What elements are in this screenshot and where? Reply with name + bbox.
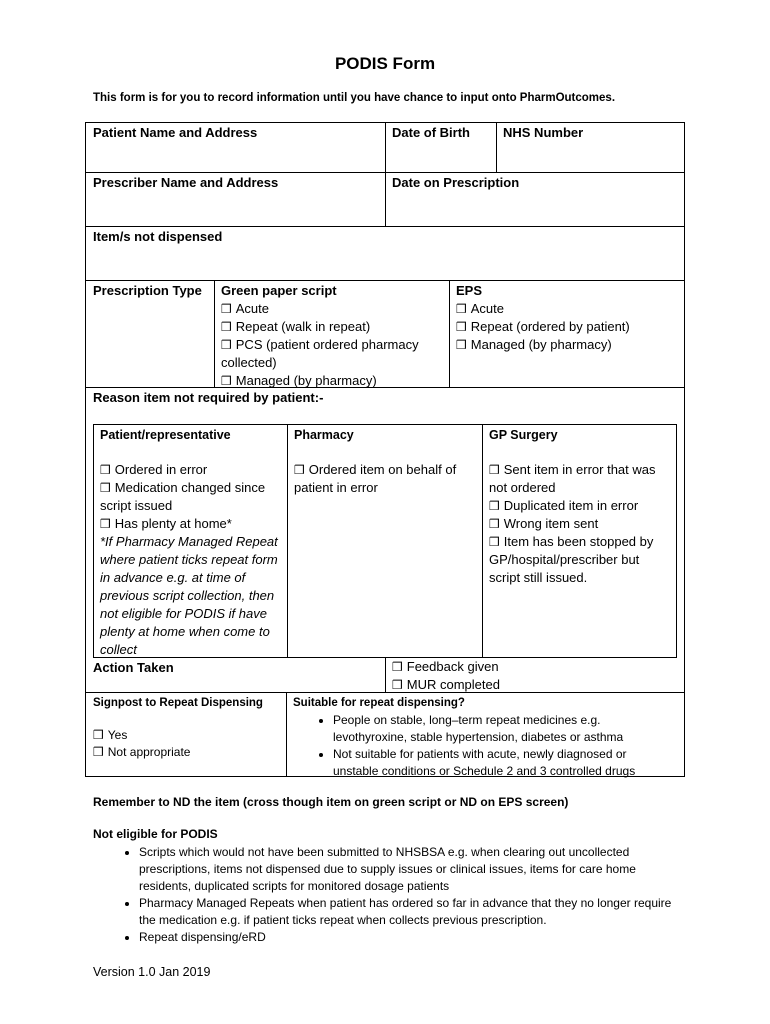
reason-medication-changed[interactable]: ❒ Medication changed since script issued xyxy=(100,480,266,513)
checkbox-icon[interactable]: ❒ xyxy=(221,374,232,388)
signpost-not-appropriate[interactable]: ❒ Not appropriate xyxy=(93,745,191,759)
podis-form xyxy=(85,122,685,777)
divider xyxy=(482,424,483,657)
action-mur-completed[interactable]: ❒ MUR completed xyxy=(392,677,500,692)
not-eligible-heading: Not eligible for PODIS xyxy=(93,827,218,841)
reason-label: Reason item not required by patient:- xyxy=(93,390,324,405)
patient-name-label: Patient Name and Address xyxy=(93,125,258,140)
action-options xyxy=(392,658,500,694)
reason-gp-item-stopped[interactable]: ❒ Item has been stopped by GP/hospital/prescriber but script still issued. xyxy=(489,534,654,585)
gp-surgery-column xyxy=(489,426,673,587)
pharmacy-heading: Pharmacy xyxy=(294,428,354,442)
divider xyxy=(93,424,94,657)
checkbox-icon[interactable]: ❒ xyxy=(294,463,305,477)
pharmacy-managed-note: *If Pharmacy Managed Repeat where patient ticks repeat form in advance e.g. at time of previous script collection, then not eligible for PODIS if have plenty at home when come to collect xyxy=(100,534,278,657)
green-option-acute[interactable]: ❒ Acute xyxy=(221,301,270,316)
divider xyxy=(385,122,386,226)
items-not-dispensed-label: Item/s not dispensed xyxy=(93,229,223,244)
divider xyxy=(496,122,497,172)
pharmacy-column xyxy=(294,426,478,497)
prescriber-label: Prescriber Name and Address xyxy=(93,175,279,190)
not-eligible-list xyxy=(121,844,681,946)
suitable-bullet: • Not suitable for patients with acute, newly diagnosed or unstable conditions or Schedule 2 and 3 controlled drugs xyxy=(333,746,675,780)
divider xyxy=(286,692,287,777)
checkbox-icon[interactable]: ❒ xyxy=(93,745,104,759)
eps-group xyxy=(456,282,682,354)
green-option-repeat[interactable]: ❒ Repeat (walk in repeat) xyxy=(221,319,371,334)
form-border-left xyxy=(85,122,86,777)
gp-surgery-heading: GP Surgery xyxy=(489,428,558,442)
checkbox-icon[interactable]: ❒ xyxy=(221,338,232,352)
divider xyxy=(214,280,215,387)
version-label: Version 1.0 Jan 2019 xyxy=(93,965,211,979)
eps-heading: EPS xyxy=(456,283,483,298)
checkbox-icon[interactable]: ❒ xyxy=(456,320,467,334)
divider xyxy=(449,280,450,387)
not-eligible-bullet: • Scripts which would not have been submitted to NHSBSA e.g. when clearing out uncollected prescriptions, items not dispensed due to supply issues or clinical issues, items for care home residents, duplicated scripts for monitored dosage patients xyxy=(139,844,681,895)
reason-gp-sent-in-error[interactable]: ❒ Sent item in error that was not ordered xyxy=(489,462,656,495)
divider xyxy=(676,424,677,657)
divider xyxy=(287,424,288,657)
checkbox-icon[interactable]: ❒ xyxy=(100,481,111,495)
form-border-right xyxy=(684,122,685,777)
signpost-options xyxy=(93,727,190,761)
checkbox-icon[interactable]: ❒ xyxy=(489,463,500,477)
green-option-managed[interactable]: ❒ Managed (by pharmacy) xyxy=(221,373,377,388)
reason-pharmacy-ordered-in-error[interactable]: ❒ Ordered item on behalf of patient in error xyxy=(294,462,457,495)
checkbox-icon[interactable]: ❒ xyxy=(489,517,500,531)
reason-gp-duplicated[interactable]: ❒ Duplicated item in error xyxy=(489,498,639,513)
remember-note: Remember to ND the item (cross though item on green script or ND on EPS screen) xyxy=(93,795,569,809)
date-on-prescription-label: Date on Prescription xyxy=(392,175,520,190)
action-feedback-given[interactable]: ❒ Feedback given xyxy=(392,659,499,674)
divider xyxy=(85,226,685,227)
green-paper-script-heading: Green paper script xyxy=(221,283,337,298)
checkbox-icon[interactable]: ❒ xyxy=(100,463,111,477)
checkbox-icon[interactable]: ❒ xyxy=(221,302,232,316)
prescription-type-label: Prescription Type xyxy=(93,283,202,298)
nhs-number-label: NHS Number xyxy=(503,125,584,140)
not-eligible-bullet: • Repeat dispensing/eRD xyxy=(139,929,681,946)
eps-option-acute[interactable]: ❒ Acute xyxy=(456,301,505,316)
green-option-pcs[interactable]: ❒ PCS (patient ordered pharmacy collected) xyxy=(221,337,419,370)
reason-gp-wrong-item[interactable]: ❒ Wrong item sent xyxy=(489,516,599,531)
not-eligible-bullet: • Pharmacy Managed Repeats when patient has ordered so far in advance that they no longer require the medication e.g. if patient ticks repeat when collects previous prescription. xyxy=(139,895,681,929)
page-title: PODIS Form xyxy=(334,54,436,73)
action-taken-label: Action Taken xyxy=(93,660,174,675)
checkbox-icon[interactable]: ❒ xyxy=(221,320,232,334)
checkbox-icon[interactable]: ❒ xyxy=(392,660,403,674)
suitable-bullet: • People on stable, long–term repeat medicines e.g. levothyroxine, stable hypertension, diabetes or asthma xyxy=(333,712,675,746)
divider xyxy=(93,424,677,425)
signpost-yes[interactable]: ❒ Yes xyxy=(93,728,128,742)
reason-plenty-at-home[interactable]: ❒ Has plenty at home* xyxy=(100,516,232,531)
checkbox-icon[interactable]: ❒ xyxy=(489,535,500,549)
reason-ordered-in-error[interactable]: ❒ Ordered in error xyxy=(100,462,208,477)
checkbox-icon[interactable]: ❒ xyxy=(100,517,111,531)
checkbox-icon[interactable]: ❒ xyxy=(93,728,104,742)
patient-representative-column xyxy=(100,426,284,659)
patient-representative-heading: Patient/representative xyxy=(100,428,231,442)
checkbox-icon[interactable]: ❒ xyxy=(456,338,467,352)
suitable-list xyxy=(315,712,675,780)
green-paper-script-group xyxy=(221,282,447,390)
divider xyxy=(85,692,685,693)
checkbox-icon[interactable]: ❒ xyxy=(392,678,403,692)
eps-option-repeat[interactable]: ❒ Repeat (ordered by patient) xyxy=(456,319,630,334)
dob-label: Date of Birth xyxy=(392,125,470,140)
suitable-label: Suitable for repeat dispensing? xyxy=(293,697,465,709)
checkbox-icon[interactable]: ❒ xyxy=(456,302,467,316)
divider xyxy=(385,657,386,692)
eps-option-managed[interactable]: ❒ Managed (by pharmacy) xyxy=(456,337,612,352)
signpost-label: Signpost to Repeat Dispensing xyxy=(93,697,263,709)
checkbox-icon[interactable]: ❒ xyxy=(489,499,500,513)
intro-text: This form is for you to record information until you have chance to input onto PharmOutcomes. xyxy=(93,92,616,104)
divider xyxy=(85,280,685,281)
